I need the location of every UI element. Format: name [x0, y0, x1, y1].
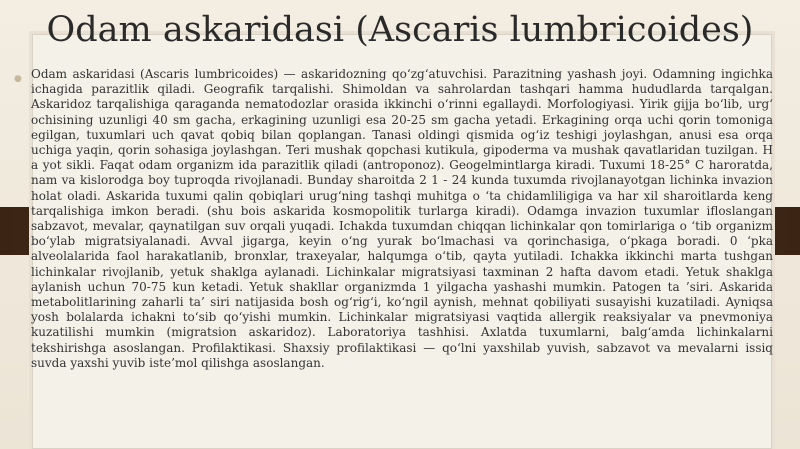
slide-title: Odam askaridasi (Ascaris lumbricoides) — [46, 10, 754, 50]
slide-body-text: Odam askaridasi (Ascaris lumbricoides) — askaridozning qo‘zg‘atuvchisi. Parazitning yashash joyi. Odamning ingichka ichagida parazitlik qiladi. Geografik tarqalishi. Shimoldan va sahrolardan tashqari hamma hududlarda tarqalgan. Askaridoz tarqalishiga qaraganda nematodozlar orasida ikkinchi o‘rinni egallaydi. Morfologiyasi. Yirik gijja bo‘lib, urg‘ ochisining uzunligi 40 sm gacha, erkagining uzunligi esa 20-25 sm gacha yetadi. Erkagining orqa uchi qorin tomoniga egilgan, tuxumlari uch qavat qobiq bilan qoplangan. Tanasi oldingi qismida og‘iz teshigi joylashgan, anusi esa orqa uchiga yaqin, qorin sohasiga joylashgan. Teri mushak qopchasi kutikula, gipoderma va mushak qavatlaridan tuzilgan. H a yot sikli. Faqat odam organizm ida parazitlik qiladi (antroponoz). Geogelmintlarga kiradi. Tuxumi 18-25° C haroratda, nam va kislorodga boy tuproqda rivojlanadi. Bunday sharoitda 2 1 - 24 kunda tuxumda rivojlanayotgan lichinka invazion holat oladi. Askarida tuxumi qalin qobiqlari urug‘ning tashqi muhitga o ‘ta chidamliligiga va har xil sharoitlarda keng tarqalishiga imkon beradi. (shu bois askarida kosmopolitik turlarga kiradi). Odamga invazion tuxumlar ifloslangan sabzavot, mevalar, qaynatilgan suv orqali yuqadi. Ichakda tuxumdan chiqqan lichinkalar qon tomirlariga o ‘tib organizm bo‘ylab migratsiyalanadi. Avval jigarga, keyin o‘ng yurak bo‘lmachasi va qorinchasiga, o‘pkaga boradi. 0 ‘pka alveolalarida faol harakatlanib, bronxlar, traxeyalar, halqumga o‘tib, qayta yutiladi. Ichakka ikkinchi marta tushgan lichinkalar rivojlanib, yetuk shaklga aylanadi. Lichinkalar migratsiyasi taxminan 2 hafta davom etadi. Yetuk shaklga aylanish uchun 70-75 kun ketadi. Yetuk shakllar organizmda 1 yilgacha yashashi mumkin. Patogen ta ’siri. Askarida metabolitlarining zaharli ta’ siri natijasida bosh og‘rig‘i, ko‘ngil aynish, mehnat qobiliyati susayishi kuzatiladi. Ayniqsa yosh bolalarda ichakni to‘sib qo‘yishi mumkin. Lichinkalar migratsiyasi vaqtida allergik reaksiyalar va pnevmoniya kuzatilishi mumkin (migratsion askaridoz). Laboratoriya tashhisi. Axlatda tuxumlarni, balg‘amda lichinkalarni tekshirishga asoslangan. Profilaktikasi. Shaxsiy profilaktikasi — qo‘lni yaxshilab yuvish, sabzavot va mevalarni issiq suvda yaxshi yuvib iste’mol qilishga asoslangan. — [31, 67, 773, 370]
bullet-dot-icon: ● — [14, 74, 22, 84]
